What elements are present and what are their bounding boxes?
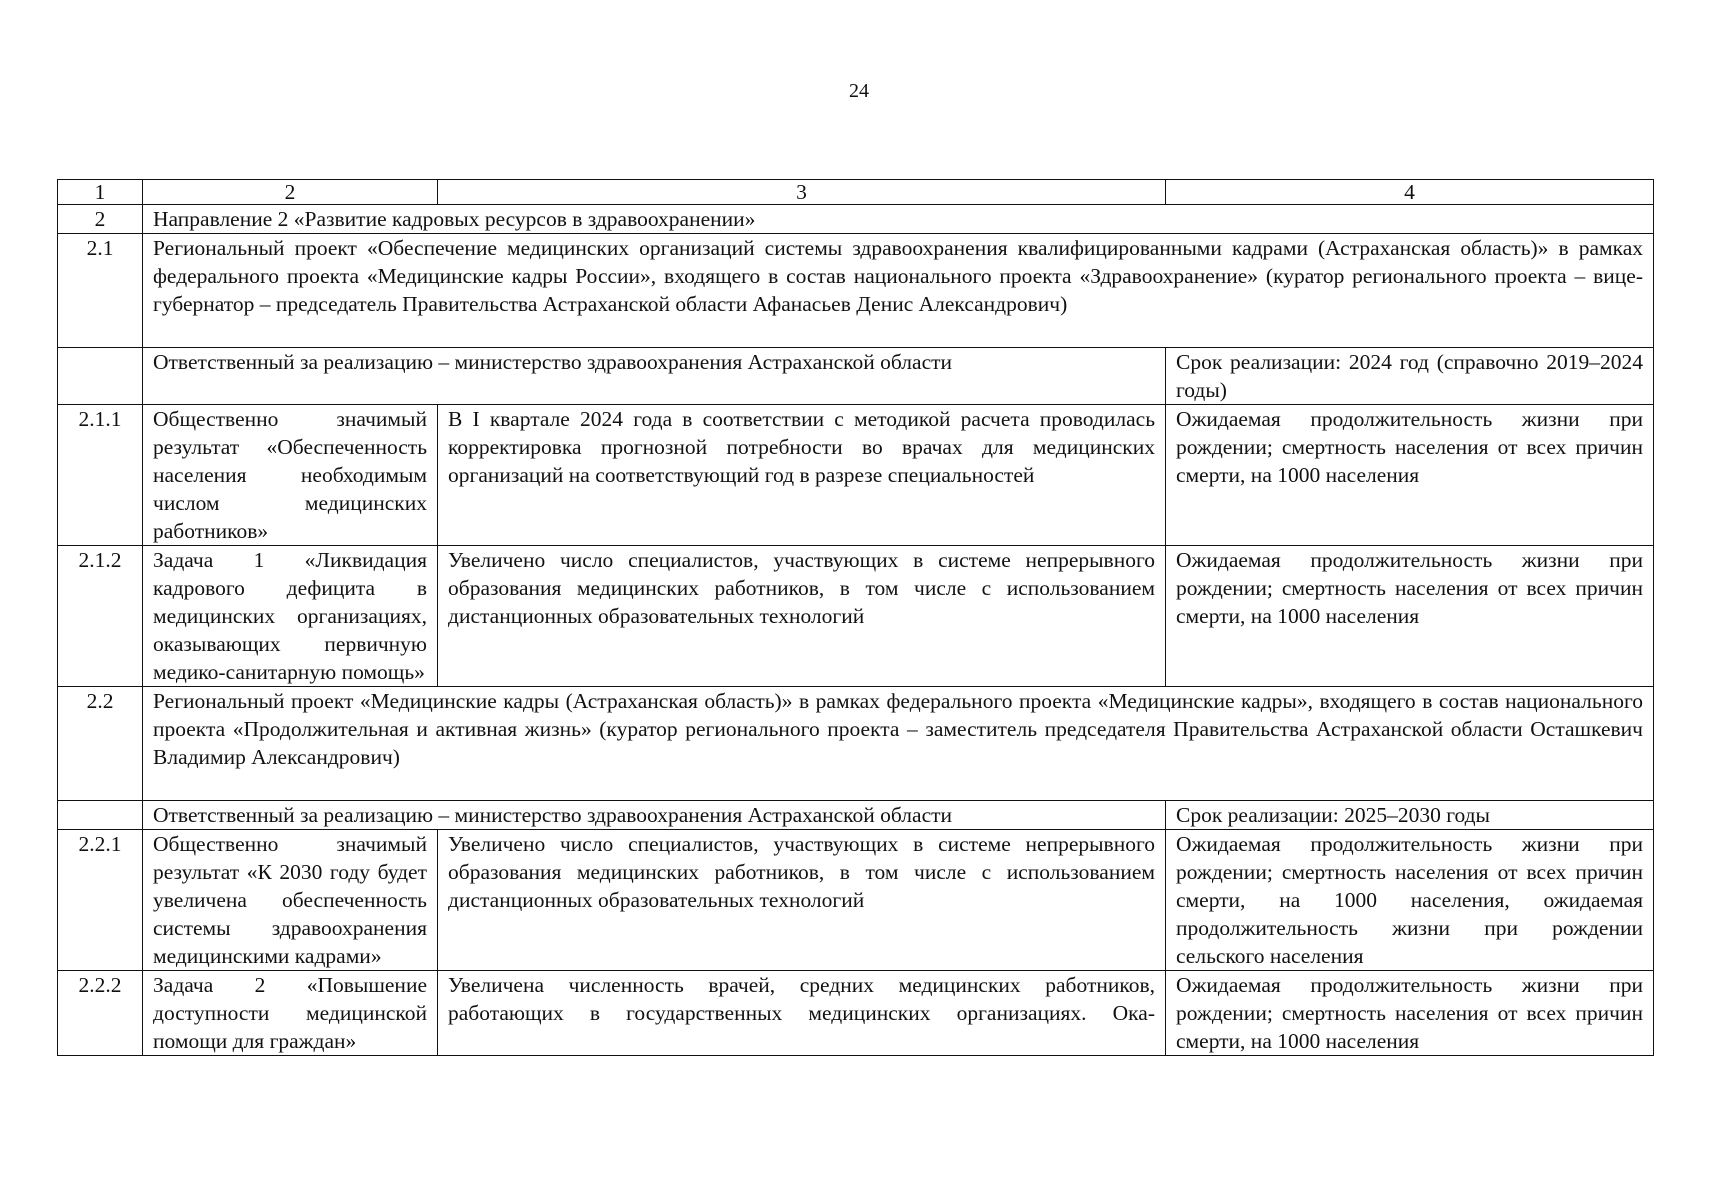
table-header-row — [58, 180, 1654, 205]
table-row — [58, 405, 1654, 546]
measures-table — [57, 179, 1654, 1056]
result-title: Общественно значимый результат «Обеспеченность населения необходимым числом медицинских работников» — [143, 405, 438, 546]
task-description: Увеличена численность врачей, средних медицинских работников, работающих в государственных медицинских организациях. Ока- — [438, 971, 1166, 1056]
result-indicators: Ожидаемая продолжительность жизни при рождении; смертность населения от всех причин смерти, на 1000 населения, ожидаемая продолжительность жизни при рождении сельского населения — [1166, 830, 1654, 971]
table-row — [58, 830, 1654, 971]
header-cell-2: 2 — [143, 180, 438, 205]
project-description: Региональный проект «Медицинские кадры (Астраханская область)» в рамках федерального проекта «Медицинские кадры», входящего в состав национального проекта «Продолжительная и активная жизнь» (куратор регионального проекта – заместитель председателя Правительства Астраханской области Осташкевич Владимир Александрович) — [143, 687, 1654, 801]
project-description: Региональный проект «Обеспечение медицинских организаций системы здравоохранения квалифицированными кадрами (Астраханская область)» в рамках федерального проекта «Медицинские кадры России», входящего в состав национального проекта «Здравоохранение» (куратор регионального проекта – вице-губернатор – председатель Правительства Астраханской области Афанасьев Денис Александрович) — [143, 234, 1654, 348]
result-description: Увеличено число специалистов, участвующих в системе непрерывного образования медицинских работников, в том числе с использованием дистанционных образовательных технологий — [438, 830, 1166, 971]
responsible-executor: Ответственный за реализацию – министерство здравоохранения Астраханской области — [143, 801, 1166, 830]
row-number: 2.1.2 — [58, 546, 143, 687]
row-number: 2.2 — [58, 687, 143, 801]
task-indicators: Ожидаемая продолжительность жизни при рождении; смертность населения от всех причин смерти, на 1000 населения — [1166, 971, 1654, 1056]
page-number: 24 — [849, 80, 869, 102]
result-title: Общественно значимый результат «К 2030 году будет увеличена обеспеченность системы здравоохранения медицинскими кадрами» — [143, 830, 438, 971]
task-indicators: Ожидаемая продолжительность жизни при рождении; смертность населения от всех причин смерти, на 1000 населения — [1166, 546, 1654, 687]
row-number: 2 — [58, 205, 143, 234]
empty-cell — [58, 801, 143, 830]
implementation-term: Срок реализации: 2024 год (справочно 2019–2024 годы) — [1166, 348, 1654, 405]
table-row — [58, 205, 1654, 234]
direction-title: Направление 2 «Развитие кадровых ресурсов в здравоохранении» — [143, 205, 1654, 234]
header-cell-3: 3 — [438, 180, 1166, 205]
row-number: 2.2.1 — [58, 830, 143, 971]
empty-cell — [58, 348, 143, 405]
task-description: Увеличено число специалистов, участвующих в системе непрерывного образования медицинских работников, в том числе с использованием дистанционных образовательных технологий — [438, 546, 1166, 687]
row-number: 2.1.1 — [58, 405, 143, 546]
row-number: 2.2.2 — [58, 971, 143, 1056]
responsible-executor: Ответственный за реализацию – министерство здравоохранения Астраханской области — [143, 348, 1166, 405]
table-row — [58, 801, 1654, 830]
table-row — [58, 546, 1654, 687]
table-row — [58, 234, 1654, 348]
table-row — [58, 971, 1654, 1056]
row-number: 2.1 — [58, 234, 143, 348]
task-title: Задача 2 «Повышение доступности медицинской помощи для граждан» — [143, 971, 438, 1056]
result-description: В I квартале 2024 года в соответствии с методикой расчета проводилась корректировка прогнозной потребности во врачах для медицинских организаций на соответствующий год в разрезе специальностей — [438, 405, 1166, 546]
result-indicators: Ожидаемая продолжительность жизни при рождении; смертность населения от всех причин смерти, на 1000 населения — [1166, 405, 1654, 546]
table-row — [58, 687, 1654, 801]
implementation-term: Срок реализации: 2025–2030 годы — [1166, 801, 1654, 830]
task-title: Задача 1 «Ликвидация кадрового дефицита в медицинских организациях, оказывающих первичную медико-санитарную помощь» — [143, 546, 438, 687]
header-cell-1: 1 — [58, 180, 143, 205]
header-cell-4: 4 — [1166, 180, 1654, 205]
table-row — [58, 348, 1654, 405]
